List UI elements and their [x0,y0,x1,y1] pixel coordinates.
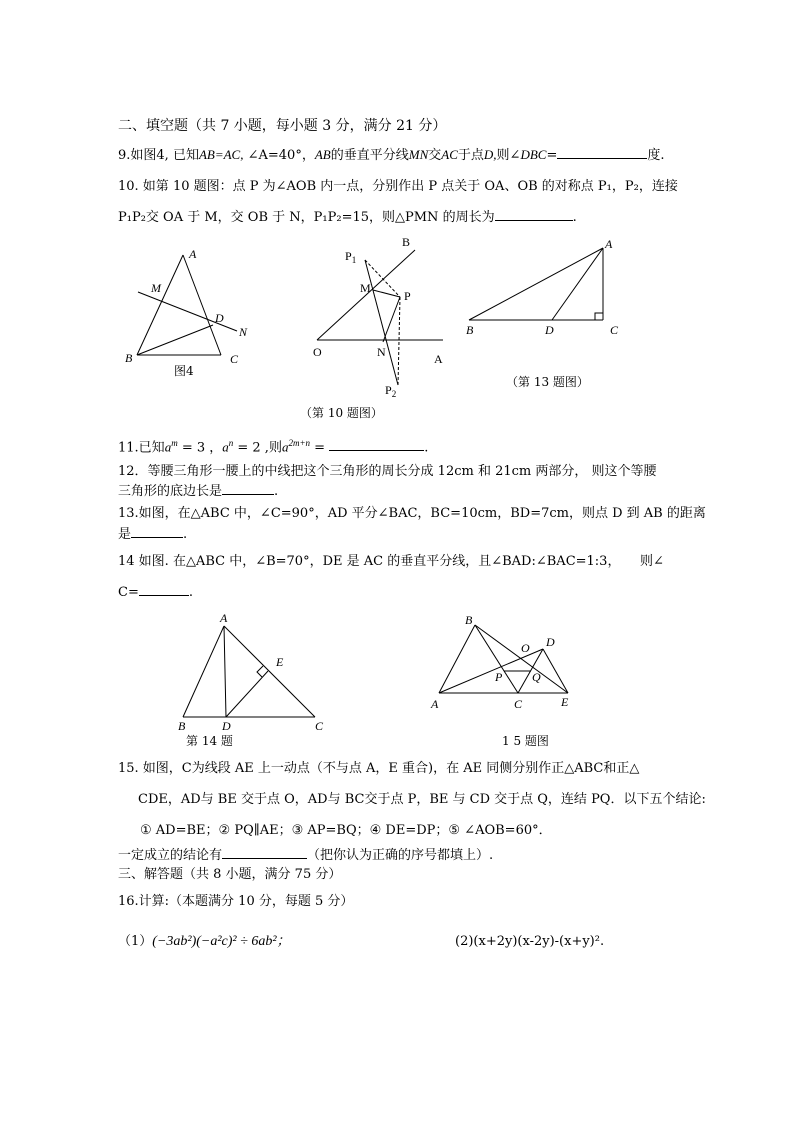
fig4-caption: 图4 [174,364,194,378]
question-14-line1: 14 如图. 在△ABC 中，∠B=70°，DE 是 AC 的垂直平分线，且∠BAD:∠BAC=1:3， 则∠ [118,554,664,569]
q9-pt: D, [483,147,497,162]
question-11 [118,434,428,457]
q12-end: . [274,484,279,499]
fig4-label-a: A [189,247,197,261]
fig14-label-a: A [220,611,228,625]
fig15-ab [439,625,475,693]
q15-line4b: （把你认为正确的序号都填上）. [307,848,494,863]
q11-eq3: = [310,440,330,456]
figure-14 [170,610,340,735]
fig13-label-c: C [610,323,619,337]
fig10-pn [383,297,400,342]
fig4-label-b: B [125,351,133,365]
fig4-label-c: C [230,352,239,366]
fig4-ac [183,255,221,355]
fig14-caption: 第 14 题 [186,734,233,748]
q10-answer-blank[interactable] [495,208,573,221]
q16-expr1: (−3ab²)(−a²c)² ÷ 6ab²； [152,934,291,949]
q9-text6: = [546,148,558,163]
q14-line2-text: C= [118,585,139,600]
q10-line2-text: P₁P₂交 OA 于 M，交 OB 于 N，P₁P₂=15，则△PMN 的周长为 [118,210,495,225]
q13-answer-blank[interactable] [131,525,183,538]
fig14-ac [224,626,315,717]
fig10-label-p1-sub: 1 [351,255,357,265]
q9-seg2: AC [441,147,458,162]
fig4-label-d: D [215,311,224,325]
figure-4 [120,245,260,375]
fig10-label-p2-main: P [385,383,392,397]
fig14-label-d: D [222,719,231,733]
q9-cond1: AB=AC, [198,147,244,162]
fig10-pp2-dashed [398,297,400,385]
fig10-label-p1 [345,249,356,265]
question-12-line1: 12．等腰三角形一腰上的中线把这个三角形的周长分成 12cm 和 21cm 两部分， 则这个等腰 [118,464,657,479]
q11-answer-blank[interactable] [329,438,424,451]
question-13-line2 [118,525,187,544]
q11-n: n [228,438,234,448]
fig4-label-m: M [151,281,161,295]
fig10-label-p1-main: P [345,249,352,263]
fig15-label-e: E [561,695,569,709]
question-14-line2 [118,583,193,602]
q9-text4: 于点 [457,148,484,163]
q9-text2: 的垂直平分线 [330,148,409,163]
q15-answer-blank[interactable] [222,846,307,859]
fig13-ad [552,248,603,320]
q11-eq1: = 3 ， [177,440,223,456]
fig13-label-b: B [466,323,474,337]
fig10-label-m: M [360,281,371,295]
q11-text: 11.已知 [118,440,165,456]
q12-line2-text: 三角形的底边长是 [118,484,223,499]
fig10-caption: （第 10 题图） [300,406,383,420]
q9-ang: DBC [520,147,547,162]
fig10-label-b: B [402,235,411,249]
fig13-right-angle [595,313,603,320]
fig14-ab [183,626,224,717]
fig15-label-b: B [465,613,473,627]
question-15-line1: 15. 如图，C为线段 AE 上一动点（不与点 A，E 重合)，在 AE 同侧分别作正△ABC和正△ [118,761,640,776]
fig13-label-d: D [545,323,554,337]
section-2-title: 二、填空题（共 7 小题，每小题 3 分，满分 21 分） [118,118,447,134]
q13-end: . [183,527,188,542]
q9-text5: 则∠ [496,148,521,163]
q11-eq2: = 2 ,则 [233,440,282,456]
q9-line: MN [408,147,429,162]
q10-end: . [572,210,577,225]
fig14-label-b: B [178,719,186,733]
question-12-line2 [118,482,278,501]
fig15-label-p: P [495,670,503,684]
fig10-label-p: P [404,289,411,303]
q12-answer-blank[interactable] [222,482,274,495]
q9-answer-blank[interactable] [557,146,647,159]
question-9 [118,146,665,165]
fig14-label-c: C [315,719,324,733]
figure-10 [305,230,455,405]
fig15-de [543,649,568,693]
fig10-mp [373,290,400,297]
question-16-title: 16.计算:（本题满分 10 分，每题 5 分） [118,894,354,909]
question-13-line1: 13.如图，在△ABC 中，∠C=90°，AD 平分∠BAC，BC=10cm，BD=7cm，则点 D 到 AB 的距离 [118,506,706,521]
question-15-line4 [118,846,493,865]
q14-answer-blank[interactable] [139,583,189,596]
fig14-label-e: E [276,655,284,669]
figure-15 [425,610,585,715]
fig10-label-p2 [385,383,396,399]
question-10-line1: 10. 如第 10 题图：点 P 为∠AOB 内一点，分别作出 P 点关于 OA、OB 的对称点 P₁，P₂，连接 [118,179,678,194]
q13-line2-text: 是 [118,527,132,542]
fig13-label-a: A [605,237,613,251]
question-15-line2: CDE，AD与 BE 交于点 O，AD与 BC交于点 P，BE 与 CD 交于点 Q，连结 PQ．以下五个结论: [138,792,706,807]
q11-exp: 2m+n [288,438,311,448]
q9-text3: 交 [428,148,442,163]
q14-end: . [188,585,193,600]
fig15-label-d: D [546,635,555,649]
q11-end: . [424,440,429,456]
fig10-label-p2-sub: 2 [391,389,397,399]
q11-an: a [222,439,229,455]
fig15-label-a: A [431,697,439,711]
q9-unit: 度. [647,148,665,163]
fig10-label-o: O [313,345,322,359]
fig10-label-a: A [434,352,443,366]
fig15-caption: 1 5 题图 [502,734,549,748]
fig13-caption: （第 13 题图） [506,375,589,389]
fig4-label-n: N [239,325,248,339]
q11-a: a [164,439,172,455]
q16-p1-label: （1） [118,934,153,949]
fig15-label-o: O [521,641,530,655]
figure-13 [460,235,630,345]
fig14-ad [224,626,226,717]
q15-line4a: 一定成立的结论有 [118,848,223,863]
question-16-part1 [118,933,291,951]
fig13-ba [469,248,603,320]
q11-m: m [171,438,178,448]
q9-seg: AB [314,147,331,162]
q9-cond2: ∠A=40°， [243,148,315,163]
fig15-label-c: C [514,697,523,711]
fig14-de [226,671,268,717]
fig14-right-angle [257,666,263,677]
q9-prefix: 9.如图4, 已知 [118,148,199,163]
question-16-part2: (2)(x+2y)(x-2y)-(x+y)². [455,934,605,949]
q11-a2: a [281,439,289,455]
question-15-conclusions: ① AD=BE；② PQ∥AE；③ AP=BQ；④ DE=DP；⑤ ∠AOB=60°． [140,823,552,838]
section-3-title: 三、解答题（共 8 小题，满分 75 分） [118,867,342,882]
question-10-line2 [118,208,577,227]
fig10-label-n: N [377,345,386,359]
fig10-p1p2 [365,260,398,385]
fig15-label-q: Q [532,670,541,684]
